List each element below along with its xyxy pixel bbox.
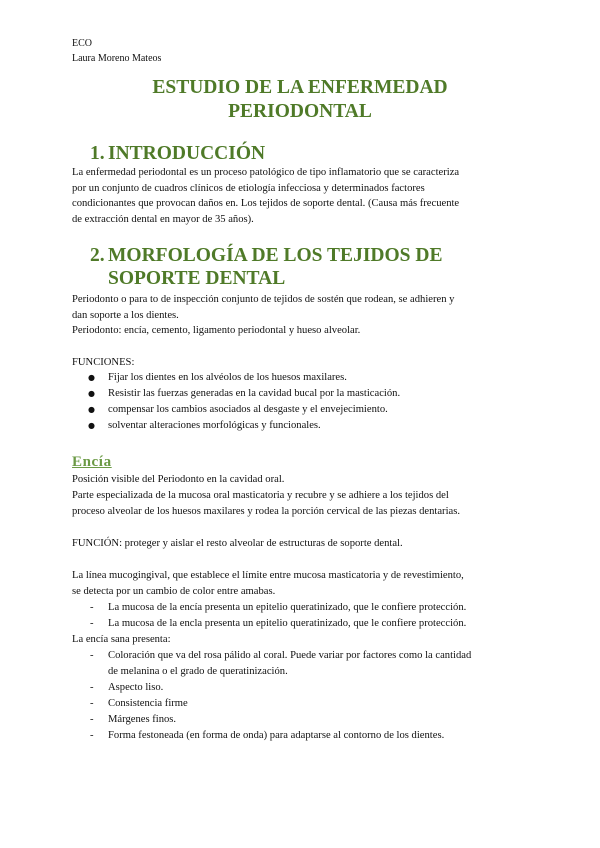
healthy-item: - Forma festoneada (en forma de onda) para adaptarse al contorno de los dientes. <box>108 728 444 744</box>
mucosa-item: - La mucosa de la encía presenta un epitelio queratinizado, que le confiere protección. <box>108 600 466 616</box>
section-2-line: dan soporte a los dientes. <box>72 310 179 321</box>
section-2-number: 2. <box>90 245 105 266</box>
function-item: ● compensar los cambios asociados al desgaste y el envejecimiento. <box>108 402 388 418</box>
mucogingival-line: se detecta por un cambio de color entre amabas. <box>72 586 276 597</box>
section-2-title-line-1: MORFOLOGÍA DE LOS TEJIDOS DE <box>108 245 443 266</box>
section-1-number: 1. <box>90 143 105 164</box>
healthy-item-continuation: de melanina o el grado de queratinización. <box>108 666 288 677</box>
section-1-line: condicionantes que provocan daños en. Los tejidos de soporte dental. (Causa más frecuente <box>72 198 460 209</box>
mucogingival-line: La línea mucogingival, que establece el límite entre mucosa masticatoria y de revestimiento, <box>72 570 464 581</box>
healthy-item: - Consistencia firme <box>108 696 188 712</box>
encia-line: proceso alveolar de los huesos maxilares y rodea la porción cervical de las piezas dentarias. <box>72 506 460 517</box>
encia-heading: Encía <box>72 454 112 470</box>
encia-function-line: FUNCIÓN: proteger y aislar el resto alveolar de estructuras de soporte dental. <box>72 538 403 549</box>
section-2-line: Periodonto o para to de inspección conjunto de tejidos de sostén que rodean, se adhieren y <box>72 294 455 305</box>
header-author: Laura Moreno Mateos <box>72 53 162 64</box>
mucosa-item: - La mucosa de la encla presenta un epitelio queratinizado, que le confiere protección. <box>108 616 466 632</box>
function-item: ● Fijar los dientes en los alvéolos de los huesos maxilares. <box>108 370 347 386</box>
healthy-item: - Márgenes finos. <box>108 712 176 728</box>
document-title-line-1: ESTUDIO DE LA ENFERMEDAD <box>152 77 448 98</box>
functions-label: FUNCIONES: <box>72 357 135 368</box>
healthy-item: - Coloración que va del rosa pálido al coral. Puede variar por factores como la cantidad <box>108 648 471 664</box>
section-1-line: por un conjunto de cuadros clínicos de etiología infecciosa y determinados factores <box>72 183 425 194</box>
header-course: ECO <box>72 38 92 49</box>
section-2-heading <box>90 244 442 267</box>
encia-line: Parte especializada de la mucosa oral masticatoria y recubre y se adhiere a los tejidos del <box>72 490 449 501</box>
section-2-title-line-2: SOPORTE DENTAL <box>108 268 286 289</box>
section-2-line: Periodonto: encía, cemento, ligamento periodontal y hueso alveolar. <box>72 325 361 336</box>
document-title-line-2: PERIODONTAL <box>228 101 372 122</box>
section-1-line: de extracción dental en mayor de 35 años). <box>72 214 254 225</box>
encia-line: Posición visible del Periodonto en la cavidad oral. <box>72 474 285 485</box>
function-item: ● solventar alteraciones morfológicas y funcionales. <box>108 418 321 434</box>
function-item: ● Resistir las fuerzas generadas en la cavidad bucal por la masticación. <box>108 386 400 402</box>
section-1-heading <box>90 142 265 165</box>
section-1-line: La enfermedad periodontal es un proceso patológico de tipo inflamatorio que se caracteriza <box>72 167 460 178</box>
healthy-item: - Aspecto liso. <box>108 680 163 696</box>
healthy-label: La encía sana presenta: <box>72 634 171 645</box>
section-1-title: INTRODUCCIÓN <box>108 143 266 164</box>
